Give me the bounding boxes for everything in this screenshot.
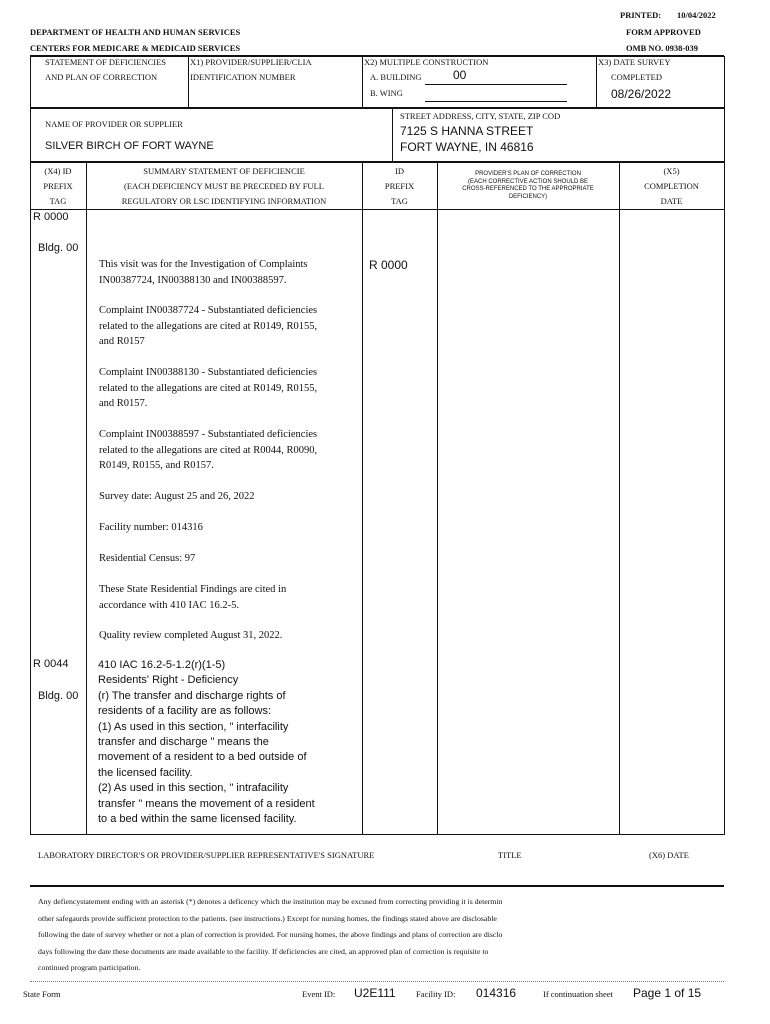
- paragraph-r0044: [98, 658, 315, 827]
- x4-header-1: (X4) ID: [44, 166, 72, 176]
- printed-label: PRINTED:: [620, 10, 662, 20]
- text-line: movement of a resident to a bed outside of: [98, 751, 307, 764]
- id-header-2: PREFIX: [384, 181, 415, 191]
- bldg-r0000: Bldg. 00: [38, 242, 79, 254]
- summary-header-3: REGULATORY OR LSC IDENTIFYING INFORMATION: [121, 196, 327, 206]
- text-line: R0149, R0155, and R0157.: [99, 460, 214, 471]
- x2-label: X2) MULTIPLE CONSTRUCTION: [364, 57, 489, 67]
- text-line: (2) As used in this section, " intrafacility: [98, 782, 289, 795]
- x5-header-2: COMPLETION: [644, 181, 699, 191]
- paragraph-complaint-2: [99, 365, 317, 412]
- statement-label-2: AND PLAN OF CORRECTION: [45, 72, 158, 82]
- body-left-edge: [30, 210, 31, 835]
- text-line: days following the date these documents are made available to the facility. If deficiencies are cited, an approved plan of correction is requisite to: [38, 946, 489, 956]
- signature-rule: [30, 885, 724, 887]
- x5-header-3: DATE: [660, 196, 683, 206]
- x4-header-3: TAG: [49, 196, 67, 206]
- facility-number-text: Facility number: 014316: [99, 522, 203, 533]
- plan-header: [437, 171, 619, 201]
- id-header-3: TAG: [391, 196, 408, 206]
- body-right-edge: [724, 210, 725, 835]
- text-line: (r) The transfer and discharge rights of: [98, 689, 286, 702]
- text-line: Any defiencystatement ending with an asterisk (*) denotes a deficency which the institution may be excused from correcting providing it is determin: [38, 897, 503, 906]
- text-line: transfer and discharge " means the: [98, 736, 269, 749]
- text-line: related to the allegations are cited at R0149, R0155,: [99, 320, 318, 332]
- body-bottom-rule: [30, 834, 724, 835]
- x6-date-label: (X6) DATE: [649, 850, 689, 860]
- text-line: Residents' Right - Deficiency: [98, 674, 239, 687]
- text-line: Complaint IN00388130 - Substantiated deficiencies: [99, 367, 318, 378]
- survey-date-text: Survey date: August 25 and 26, 2022: [99, 491, 255, 502]
- id-header-1: ID: [395, 166, 404, 176]
- x4-header-2: PREFIX: [43, 181, 73, 191]
- tag-r0044: R 0044: [33, 658, 69, 670]
- x5-header-1: (X5): [663, 166, 680, 176]
- plan-header-3: CROSS-REFERENCED TO THE APPROPRIATE: [462, 186, 594, 192]
- row1-left-edge: [30, 56, 31, 108]
- plan-header-1: PROVIDER'S PLAN OF CORRECTION: [475, 171, 581, 177]
- text-line: (1) As used in this section, " interfacility: [98, 720, 289, 733]
- text-line: to a bed within the same licensed facility.: [98, 813, 297, 826]
- row1-right-edge: [724, 56, 725, 108]
- text-line: transfer " means the movement of a resident: [98, 797, 315, 810]
- bldg-r0044: Bldg. 00: [38, 690, 79, 702]
- text-line: Complaint IN00387724 - Substantiated deficiencies: [99, 305, 318, 316]
- disclaimer-text: [38, 894, 502, 977]
- text-line: and R0157.: [99, 398, 148, 409]
- continuation-label: If continuation sheet: [543, 989, 613, 999]
- text-line: other safegaurds provide sufficient protection to the patients. (see instructions.) Except for nursing homes, the findings stated above are disclosable: [38, 913, 497, 923]
- wing-underline: [425, 101, 567, 102]
- facility-id-value: 014316: [476, 986, 517, 1000]
- provider-label: NAME OF PROVIDER OR SUPPLIER: [45, 119, 183, 129]
- x3-label-1: X3) DATE SURVEY: [598, 57, 671, 67]
- residential-census-text: Residential Census: 97: [99, 553, 196, 564]
- tag-r0000: R 0000: [33, 211, 69, 223]
- building-value: 00: [453, 68, 467, 82]
- summary-header-2: (EACH DEFICIENCY MUST BE PRECEDED BY FULL: [124, 181, 324, 191]
- paragraph-findings: [99, 582, 286, 613]
- text-line: accordance with 410 IAC 16.2-5.: [99, 599, 239, 611]
- header-right-edge: [724, 162, 725, 210]
- statement-label-1: STATEMENT OF DEFICIENCIES: [45, 57, 167, 67]
- text-line: residents of a facility are as follows:: [98, 705, 272, 718]
- text-line: 410 IAC 16.2-5-1.2(r)(1-5): [98, 659, 226, 671]
- building-underline: [425, 84, 567, 85]
- row1-bottom-rule: [30, 107, 724, 109]
- x3-label-2: COMPLETED: [611, 72, 662, 82]
- body-divider-1: [86, 210, 87, 835]
- text-line: related to the allegations are cited at R0044, R0090,: [99, 444, 318, 456]
- x1-label-2: IDENTIFICATION NUMBER: [190, 72, 296, 82]
- centers-name: CENTERS FOR MEDICARE & MEDICAID SERVICES: [30, 43, 241, 53]
- address-label: STREET ADDRESS, CITY, STATE, ZIP COD: [400, 111, 561, 121]
- body-divider-2: [362, 210, 363, 835]
- printed-date: 10/04/2022: [677, 10, 716, 20]
- body-divider-3: [437, 210, 438, 835]
- address-line-1: 7125 S HANNA STREET: [400, 124, 534, 138]
- quality-review-text: Quality review completed August 31, 2022.: [99, 630, 283, 641]
- row1-divider-3: [596, 56, 597, 108]
- row2-right-edge: [724, 108, 725, 162]
- event-id-label: Event ID:: [302, 989, 336, 999]
- row1-divider-2: [362, 56, 363, 108]
- title-label: TITLE: [498, 850, 522, 860]
- department-name: DEPARTMENT OF HEALTH AND HUMAN SERVICES: [30, 27, 241, 37]
- disclaimer-rule: [30, 981, 724, 982]
- paragraph-complaint-1: [99, 303, 317, 350]
- paragraph-investigation: [99, 257, 308, 288]
- row2-left-edge: [30, 108, 31, 162]
- paragraph-complaint-3: [99, 427, 317, 474]
- text-line: the licensed facility.: [98, 766, 193, 779]
- omb-number: OMB NO. 0938-039: [626, 43, 699, 53]
- signature-label: LABORATORY DIRECTOR'S OR PROVIDER/SUPPLIER REPRESENTATIVE'S SIGNATURE: [38, 850, 375, 860]
- state-form-label: State Form: [23, 989, 61, 999]
- provider-name: SILVER BIRCH OF FORT WAYNE: [45, 140, 214, 152]
- address-line-2: FORT WAYNE, IN 46816: [400, 140, 534, 154]
- text-line: This visit was for the Investigation of Complaints: [99, 259, 308, 270]
- wing-label: B. WING: [370, 88, 403, 98]
- building-label: A. BUILDING: [370, 72, 422, 82]
- text-line: following the date of survey whether or not a plan of correction is provided. For nursing homes, the above findings and plans of correction are disclo: [38, 930, 503, 940]
- text-line: continued program participation.: [38, 963, 141, 973]
- body-divider-4: [619, 210, 620, 835]
- text-line: These State Residential Findings are cited in: [99, 584, 287, 595]
- text-line: and R0157: [99, 336, 145, 347]
- facility-id-label: Facility ID:: [416, 989, 456, 999]
- event-id-value: U2E111: [354, 986, 396, 1000]
- x1-label-1: X1) PROVIDER/SUPPLIER/CLIA: [190, 57, 312, 67]
- text-line: Complaint IN00388597 - Substantiated deficiencies: [99, 429, 318, 440]
- row1-divider-1: [188, 56, 189, 108]
- row2-divider: [392, 108, 393, 162]
- form-approved: FORM APPROVED: [626, 27, 701, 37]
- text-line: related to the allegations are cited at R0149, R0155,: [99, 382, 318, 394]
- plan-header-2: (EACH CORRECTIVE ACTION SHOULD BE: [467, 178, 589, 185]
- plan-header-4: DEFICIENCY): [508, 193, 548, 200]
- survey-completed-date: 08/26/2022: [611, 87, 672, 101]
- text-line: IN00387724, IN00388130 and IN00388597.: [99, 274, 287, 286]
- id-tag-r0000: R 0000: [369, 258, 408, 272]
- page-number: Page 1 of 15: [633, 986, 702, 1000]
- summary-header-1: SUMMARY STATEMENT OF DEFICIENCIE: [143, 166, 305, 176]
